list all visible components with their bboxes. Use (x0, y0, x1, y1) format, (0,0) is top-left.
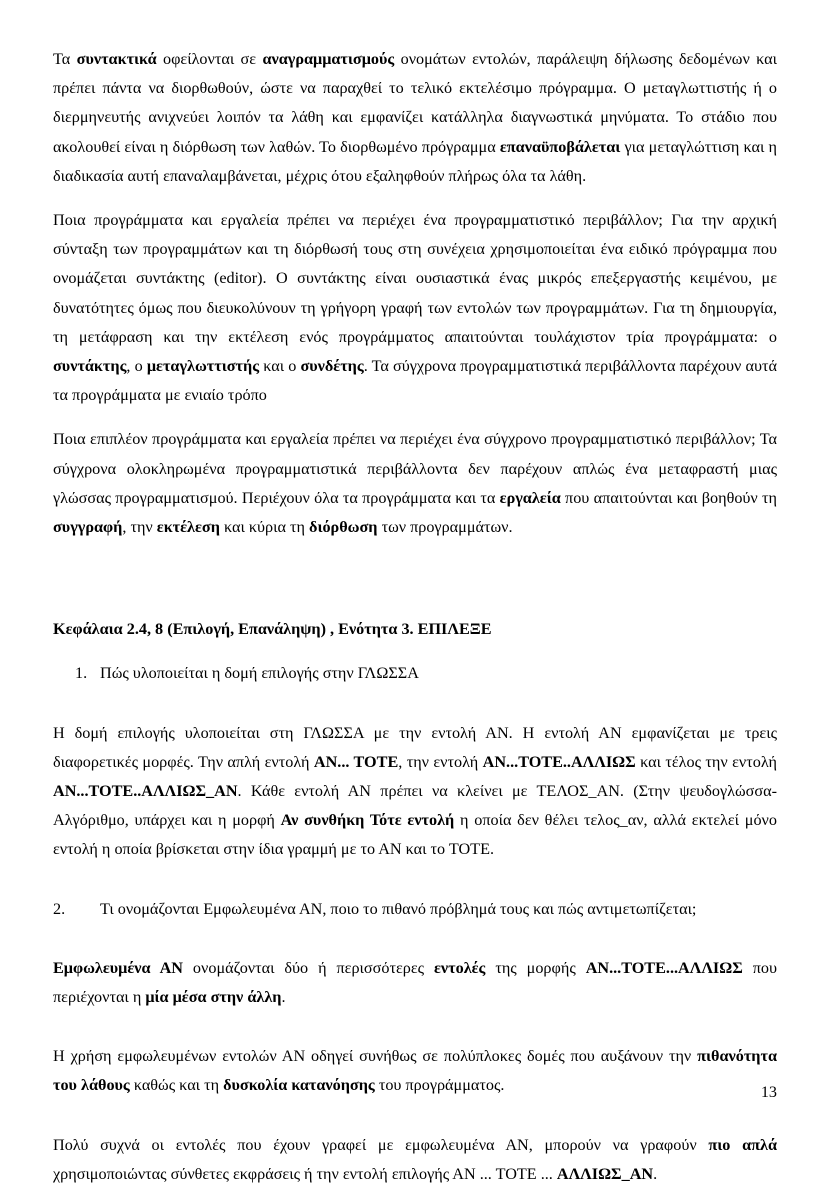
p3-seg4: και κύρια τη (219, 518, 310, 537)
p5-seg1: ονομάζονται δύο ή περισσότερες (182, 958, 434, 977)
p2-seg4: . Τα σύγχρονα προγραμματιστικά περιβάλλοντα παρέχουν αυτά τα προγράμματα με ενιαίο τρόπο (53, 357, 777, 405)
p7-bold-allios-an: ΑΛΛΙΩΣ_ΑΝ (556, 1164, 654, 1183)
p2-seg2: , ο (126, 357, 147, 376)
p1-seg2: οφείλονται σε (156, 50, 263, 68)
p4-bold-an-synthiki-tote-entoli: Αν συνθήκη Τότε εντολή (280, 811, 455, 830)
p7-seg1: Πολύ συχνά οι εντολές που έχουν γραφεί με εμφωλευμένα ΑΝ, μπορούν να γραφούν (53, 1135, 709, 1154)
paragraph-3 (53, 425, 777, 542)
paragraph-5-spacer (53, 1027, 777, 1042)
p5-bold-mia-mesa-stin-alli: μία μέσα στην άλλη (145, 988, 282, 1007)
p1-seg1: Τα (53, 50, 77, 68)
p5-seg2: της μορφής (485, 958, 586, 977)
p6-bold-dyskolia-katanoisis: δυσκολία κατανόησης (223, 1076, 375, 1095)
p1-bold-epanaypovaletai: επαναϋποβάλεται (499, 137, 621, 156)
p6-seg1: Η χρήση εμφωλευμένων εντολών ΑΝ οδηγεί συνήθως σε πολύπλοκες δομές που αυξάνουν την (53, 1047, 698, 1066)
paragraph-6-spacer (53, 1116, 777, 1131)
question-2-spacer (53, 924, 777, 954)
paragraph-1 (53, 45, 777, 191)
paragraph-5 (53, 954, 777, 1012)
question-1-text: Πώς υλοποιείται η δομή επιλογής στην ΓΛΩΣΣΑ (100, 664, 419, 683)
p7-seg3: . (653, 1164, 658, 1183)
paragraph-7 (53, 1131, 777, 1189)
p3-bold-ektelesi: εκτέλεση (156, 518, 220, 537)
heading-spacer (53, 644, 777, 659)
p1-bold-anagrammatismous: αναγραμματισμούς (262, 50, 395, 68)
question-2-number: 2. (53, 899, 66, 918)
question-item-1 (53, 659, 799, 688)
p7-seg2: χρησιμοποιώντας σύνθετες εκφράσεις ή την εντολή επιλογής ΑΝ ... ΤΟΤΕ ... (53, 1164, 557, 1183)
p4-bold-an-tote: ΑΝ... ΤΟΤΕ (313, 752, 399, 771)
page-number: 13 (760, 1083, 777, 1101)
p4-bold-an-tote-allios: ΑΝ...ΤΟΤΕ..ΑΛΛΙΩΣ (482, 752, 636, 771)
p4-seg5: η οποία δεν θέλει τελος_αν, αλλά εκτελεί μόνο εντολή η οποία βρίσκεται στην ίδια γραμμή με το ΑΝ και το ΤΟΤΕ. (53, 811, 777, 859)
p6-bold-pithanotita-tou-lathous: πιθανότητα του λάθους (53, 1047, 777, 1095)
p4-seg4: . Κάθε εντολή ΑΝ πρέπει να κλείνει με ΤΕΛΟΣ_ΑΝ. (Στην ψευδογλώσσα-Αλγόριθμο, υπάρχει και η μορφή (53, 782, 777, 830)
p2-seg3: και ο (259, 357, 301, 376)
question-1-spacer (53, 689, 777, 719)
p2-bold-syntaktis: συντάκτης (53, 357, 127, 376)
p4-bold-an-tote-allios-an: ΑΝ...ΤΟΤΕ..ΑΛΛΙΩΣ_ΑΝ (53, 782, 238, 801)
p2-bold-syndetis: συνδέτης (300, 357, 364, 376)
paragraph-2 (53, 206, 777, 410)
p5-bold-emfolevmena-an: Εμφωλευμένα ΑΝ (53, 958, 183, 977)
p6-seg2: καθώς και τη (129, 1076, 224, 1095)
p1-seg3: ονομάτων εντολών, παράλειψη δήλωσης δεδομένων και πρέπει πάντα να διορθωθούν, ώστε να παραχθεί το τελικό εκτελέσιμο πρόγραμμα. Ο μεταγλωττιστής ή ο διερμηνευτής ανιχνεύει λοιπόν τα λάθη και εμφανίζει κατάλληλα διαγνωστικά μηνύματα. Το στάδιο που ακολουθεί είναι η διόρθωση των λαθών. Το διορθωμένο πρόγραμμα (53, 50, 777, 156)
p3-seg5: των προγραμμάτων. (377, 518, 513, 537)
p3-seg3: , την (122, 518, 157, 537)
question-1-number: 1. (75, 664, 88, 683)
p5-seg4: . (281, 988, 286, 1007)
p3-bold-diorthosi: διόρθωση (309, 518, 378, 537)
p4-seg2: , την εντολή (398, 752, 483, 771)
p1-bold-syntaktika: συντακτικά (76, 50, 157, 68)
p5-bold-entoles: εντολές (433, 958, 486, 977)
p5-seg3: που περιέχονται η (53, 958, 778, 1007)
p7-bold-pio-apla: πιο απλά (708, 1135, 777, 1154)
p3-seg1: Ποια επιπλέον προγράμματα και εργαλεία πρέπει να περιέχει ένα σύγχρονο προγραμματιστικό περιβάλλον; Τα σύγχρονα ολοκληρωμένα προγραμματιστικά περιβάλλοντα δεν παρέχουν απλώς ένα μεταφραστή μιας γλώσσας προγραμματισμού. Περιέχουν όλα τα προγράμματα και τα (53, 430, 777, 507)
p1-seg4: για μεταγλώττιση και η διαδικασία αυτή επαναλαμβάνεται, μέχρις ότου εξαληφθούν πλήρως όλα τα λάθη. (53, 137, 777, 185)
p6-seg3: του προγράμματος. (374, 1076, 505, 1095)
p3-bold-syggrafi: συγγραφή (53, 518, 123, 537)
p5-bold-an-tote-allios: ΑΝ...ΤΟΤΕ...ΑΛΛΙΩΣ (585, 958, 743, 977)
section-heading: Κεφάλαια 2.4, 8 (Επιλογή, Επανάληψη) , Ενότητα 3. ΕΠΙΛΕΞΕ (53, 620, 492, 639)
p2-seg1: Ποια προγράμματα και εργαλεία πρέπει να περιέχει ένα προγραμματιστικό περιβάλλον; Για την αρχική σύνταξη των προγραμμάτων και τη διόρθωσή τους στη συνέχεια χρησιμοποιείται ένα ειδικό πρόγραμμα που ονομάζεται συντάκτης (editor). Ο συντάκτης είναι ουσιαστικά ένας μικρός επεξεργαστής κειμένου, με δυνατότητες όμως που διευκολύνουν τη γρήγορη γραφή των εντολών των προγραμμάτων. Για τη δημιουργία, τη μετάφραση και την εκτέλεση ενός προγράμματος απαιτούνται τουλάχιστον τρία προγράμματα: ο (53, 211, 777, 346)
paragraph-4-spacer (53, 880, 777, 895)
p2-bold-metaglottistis: μεταγλωττιστής (146, 357, 260, 376)
question-2-text: Τι ονομάζονται Εμφωλευμένα ΑΝ, ποιο το πιθανό πρόβλημά τους και πώς αντιμετωπίζεται; (100, 899, 697, 918)
p3-bold-ergaleia: εργαλεία (499, 488, 561, 507)
section-spacer (53, 557, 777, 615)
p4-seg3: και τέλος την εντολή (635, 752, 777, 771)
paragraph-4 (53, 719, 777, 865)
question-item-2 (53, 895, 777, 924)
p4-seg1: Η δομή επιλογής υλοποιείται στη ΓΛΩΣΣΑ με την εντολή ΑΝ. Η εντολή ΑΝ εμφανίζεται με τρεις διαφορετικές μορφές. Την απλή εντολή (53, 723, 777, 771)
p3-seg2: που απαιτούνται και βοηθούν τη (560, 488, 778, 507)
